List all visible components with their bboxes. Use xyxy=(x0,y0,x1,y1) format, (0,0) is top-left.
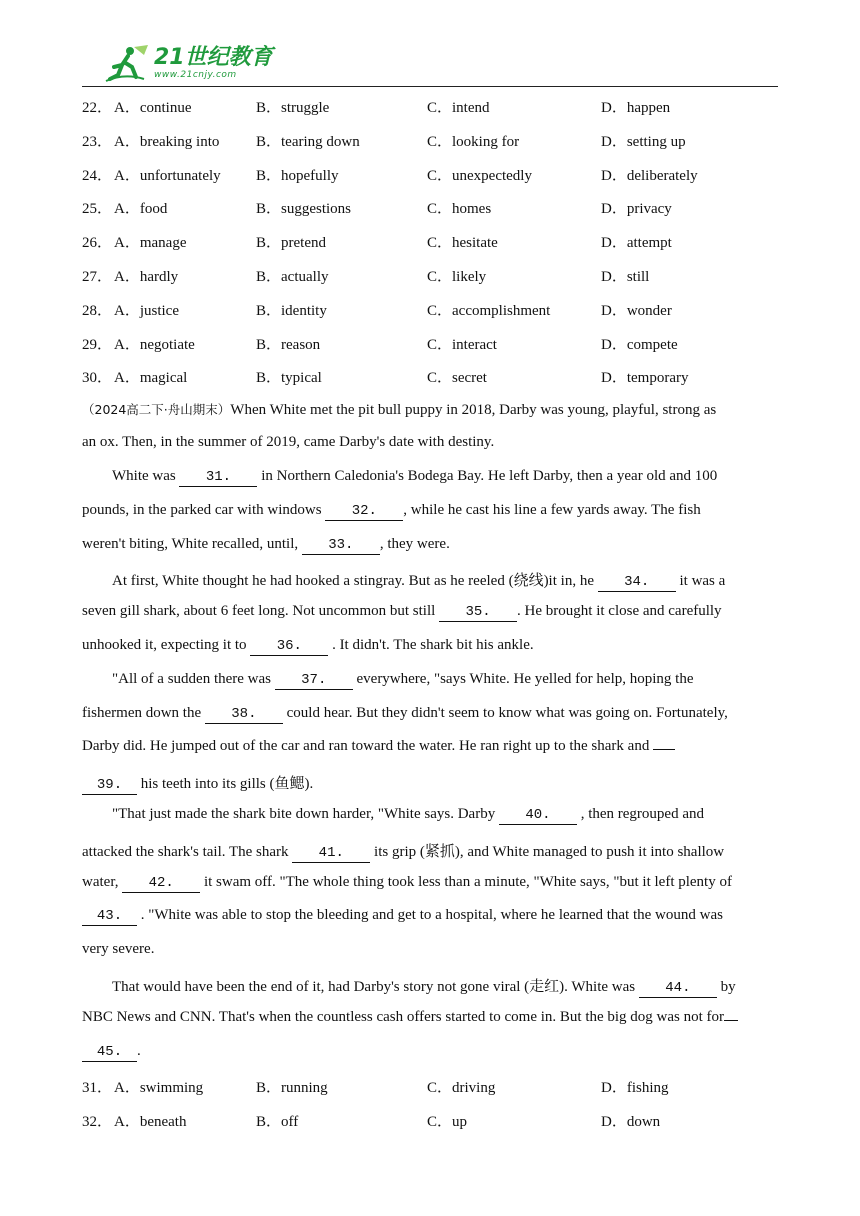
option-a: A．breaking into xyxy=(114,134,220,150)
option-a: A．food xyxy=(114,201,168,217)
passage-text: weren't biting, White recalled, until, xyxy=(82,536,302,552)
passage-line xyxy=(82,874,732,893)
option-d: D．setting up xyxy=(601,134,686,150)
blank-40[interactable]: 40. xyxy=(499,807,577,825)
option-c: C．accomplishment xyxy=(427,303,551,319)
option-a: A．magical xyxy=(114,370,188,386)
passage-text: his teeth into its gills (鱼鳃). xyxy=(137,776,314,792)
passage-text: seven gill shark, about 6 feet long. Not uncommon but still xyxy=(82,603,440,619)
blank-43[interactable]: 43. xyxy=(82,908,137,926)
option-a: A．manage xyxy=(114,235,187,251)
option-d: D．privacy xyxy=(601,201,672,217)
option-a: A．hardly xyxy=(114,269,179,285)
passage-line xyxy=(82,400,716,419)
page-header xyxy=(82,40,778,87)
passage-text: attacked the shark's tail. The shark xyxy=(82,844,293,860)
option-c: C．interact xyxy=(427,337,497,353)
option-d: D．compete xyxy=(601,337,678,353)
blank-45[interactable]: 45. xyxy=(82,1044,137,1062)
blank-32[interactable]: 32. xyxy=(325,503,403,521)
passage-text: could hear. But they didn't seem to know what was going on. Fortunately, xyxy=(282,705,728,721)
passage-line xyxy=(82,434,494,451)
option-d: D．deliberately xyxy=(601,168,698,184)
question-number: 27． xyxy=(82,269,113,285)
option-row xyxy=(82,366,782,388)
option-c: C．looking for xyxy=(427,134,520,150)
passage-line xyxy=(82,738,675,755)
passage-line xyxy=(112,806,704,825)
passage-text: pounds, in the parked car with windows xyxy=(82,502,326,518)
passage-text: White was xyxy=(112,468,180,484)
passage-line xyxy=(82,840,724,863)
passage-text: it swam off. "The whole thing took less than a minute, "White says, "but it left plenty of xyxy=(200,874,732,890)
blank-36[interactable]: 36. xyxy=(250,638,328,656)
option-row xyxy=(82,130,782,152)
option-b: B．off xyxy=(256,1114,299,1130)
passage-text: water, xyxy=(82,874,123,890)
blank-41[interactable]: 41. xyxy=(292,845,370,863)
option-row xyxy=(82,96,782,118)
option-row xyxy=(82,299,782,321)
option-row xyxy=(82,333,782,355)
blank-38[interactable]: 38. xyxy=(205,706,283,724)
passage-text: everywhere, "says White. He yelled for help, hoping the xyxy=(352,671,694,687)
option-row xyxy=(82,197,782,219)
runner-logo-icon xyxy=(104,43,152,83)
site-logo xyxy=(104,42,273,84)
passage-text: , while he cast his line a few yards away. The fish xyxy=(403,502,701,518)
option-c: C．driving xyxy=(427,1080,496,1096)
blank-37[interactable]: 37. xyxy=(275,672,353,690)
option-b: B．pretend xyxy=(256,235,326,251)
option-b: B．typical xyxy=(256,370,322,386)
source-label: （2024高二下·舟山期末） xyxy=(82,402,231,417)
option-a: A．unfortunately xyxy=(114,168,221,184)
option-d: D．fishing xyxy=(601,1080,669,1096)
passage-line xyxy=(112,468,717,487)
option-b: B．reason xyxy=(256,337,321,353)
passage-text: When White met the pit bull puppy in 2018, Darby was young, playful, strong as xyxy=(230,402,717,418)
passage-line xyxy=(82,907,723,926)
option-b: B．hopefully xyxy=(256,168,339,184)
passage-text: unhooked it, expecting it to xyxy=(82,637,251,653)
option-b: B．struggle xyxy=(256,100,330,116)
passage-line xyxy=(82,941,154,958)
option-d: D．still xyxy=(601,269,650,285)
passage-text: That would have been the end of it, had Darby's story not gone viral (走红). White was xyxy=(112,979,639,995)
passage-text: an ox. Then, in the summer of 2019, came Darby's date with destiny. xyxy=(82,434,495,450)
passage-text: fishermen down the xyxy=(82,705,205,721)
option-b: B．tearing down xyxy=(256,134,360,150)
question-number: 30． xyxy=(82,370,113,386)
passage-line xyxy=(82,637,534,656)
passage-text: its grip (紧抓), and White managed to push it into shallow xyxy=(370,844,725,860)
option-a: A．beneath xyxy=(114,1114,187,1130)
option-b: B．identity xyxy=(256,303,327,319)
blank-35[interactable]: 35. xyxy=(439,604,517,622)
passage-text: very severe. xyxy=(82,941,155,957)
blank-34[interactable]: 34. xyxy=(598,574,676,592)
passage-line xyxy=(112,975,736,998)
passage-text: , they were. xyxy=(379,536,450,552)
passage-text: "That just made the shark bite down harder, "White says. Darby xyxy=(112,806,499,822)
question-number: 31． xyxy=(82,1080,113,1096)
question-number: 22． xyxy=(82,100,113,116)
blank-45-start[interactable] xyxy=(724,1020,738,1021)
option-a: A．negotiate xyxy=(114,337,195,353)
passage-text: , then regrouped and xyxy=(576,806,704,822)
passage-line xyxy=(82,502,701,521)
option-c: C．intend xyxy=(427,100,490,116)
question-number: 25． xyxy=(82,201,113,217)
blank-39[interactable]: 39. xyxy=(82,777,137,795)
logo-url: www.21cnjy.com xyxy=(154,69,237,80)
question-number: 24． xyxy=(82,168,113,184)
option-row xyxy=(82,1076,782,1098)
option-row xyxy=(82,1110,782,1132)
passage-text: . xyxy=(137,1043,141,1059)
option-a: A．swimming xyxy=(114,1080,204,1096)
question-number: 29． xyxy=(82,337,113,353)
option-d: D．wonder xyxy=(601,303,672,319)
question-number: 26． xyxy=(82,235,113,251)
passage-text: Darby did. He jumped out of the car and ran toward the water. He ran right up to the shark and xyxy=(82,738,654,754)
passage-text: At first, White thought he had hooked a stingray. But as he reeled (绕线)it in, he xyxy=(112,573,598,589)
passage-text: "All of a sudden there was xyxy=(112,671,275,687)
question-number: 23． xyxy=(82,134,113,150)
option-c: C．hesitate xyxy=(427,235,498,251)
option-d: D．temporary xyxy=(601,370,689,386)
passage-text: in Northern Caledonia's Bodega Bay. He left Darby, then a year old and 100 xyxy=(257,468,718,484)
option-row xyxy=(82,164,782,186)
option-c: C．unexpectedly xyxy=(427,168,532,184)
passage-text: it was a xyxy=(675,573,726,589)
blank-42[interactable]: 42. xyxy=(122,875,200,893)
passage-line xyxy=(82,603,722,622)
question-number: 28． xyxy=(82,303,113,319)
option-row xyxy=(82,231,782,253)
option-d: D．down xyxy=(601,1114,661,1130)
option-c: C．secret xyxy=(427,370,487,386)
option-row xyxy=(82,265,782,287)
passage-text: . "White was able to stop the bleeding and get to a hospital, where he learned that the wound was xyxy=(137,907,723,923)
passage-line xyxy=(112,671,694,690)
passage-text: by xyxy=(716,979,736,995)
option-b: B．running xyxy=(256,1080,328,1096)
passage-text: . It didn't. The shark bit his ankle. xyxy=(328,637,534,653)
option-c: C．homes xyxy=(427,201,492,217)
blank-39-start[interactable] xyxy=(653,749,675,750)
passage-line xyxy=(82,705,728,724)
option-b: B．actually xyxy=(256,269,329,285)
passage-text: NBC News and CNN. That's when the countless cash offers started to come in. But the big dog was not for xyxy=(82,1009,725,1025)
passage-line xyxy=(112,569,725,592)
blank-33[interactable]: 33. xyxy=(302,537,380,555)
option-a: A．justice xyxy=(114,303,179,319)
passage-text: . He brought it close and carefully xyxy=(517,603,722,619)
question-number: 32． xyxy=(82,1114,113,1130)
blank-44[interactable]: 44. xyxy=(639,980,717,998)
option-c: C．up xyxy=(427,1114,468,1130)
passage-line xyxy=(82,772,313,795)
option-b: B．suggestions xyxy=(256,201,352,217)
blank-31[interactable]: 31. xyxy=(179,469,257,487)
passage-line xyxy=(82,536,450,555)
option-c: C．likely xyxy=(427,269,487,285)
option-d: D．attempt xyxy=(601,235,672,251)
option-a: A．continue xyxy=(114,100,192,116)
passage-line xyxy=(82,1043,141,1062)
passage-line xyxy=(82,1009,738,1026)
logo-text: 21世纪教育 xyxy=(154,44,273,70)
option-d: D．happen xyxy=(601,100,671,116)
